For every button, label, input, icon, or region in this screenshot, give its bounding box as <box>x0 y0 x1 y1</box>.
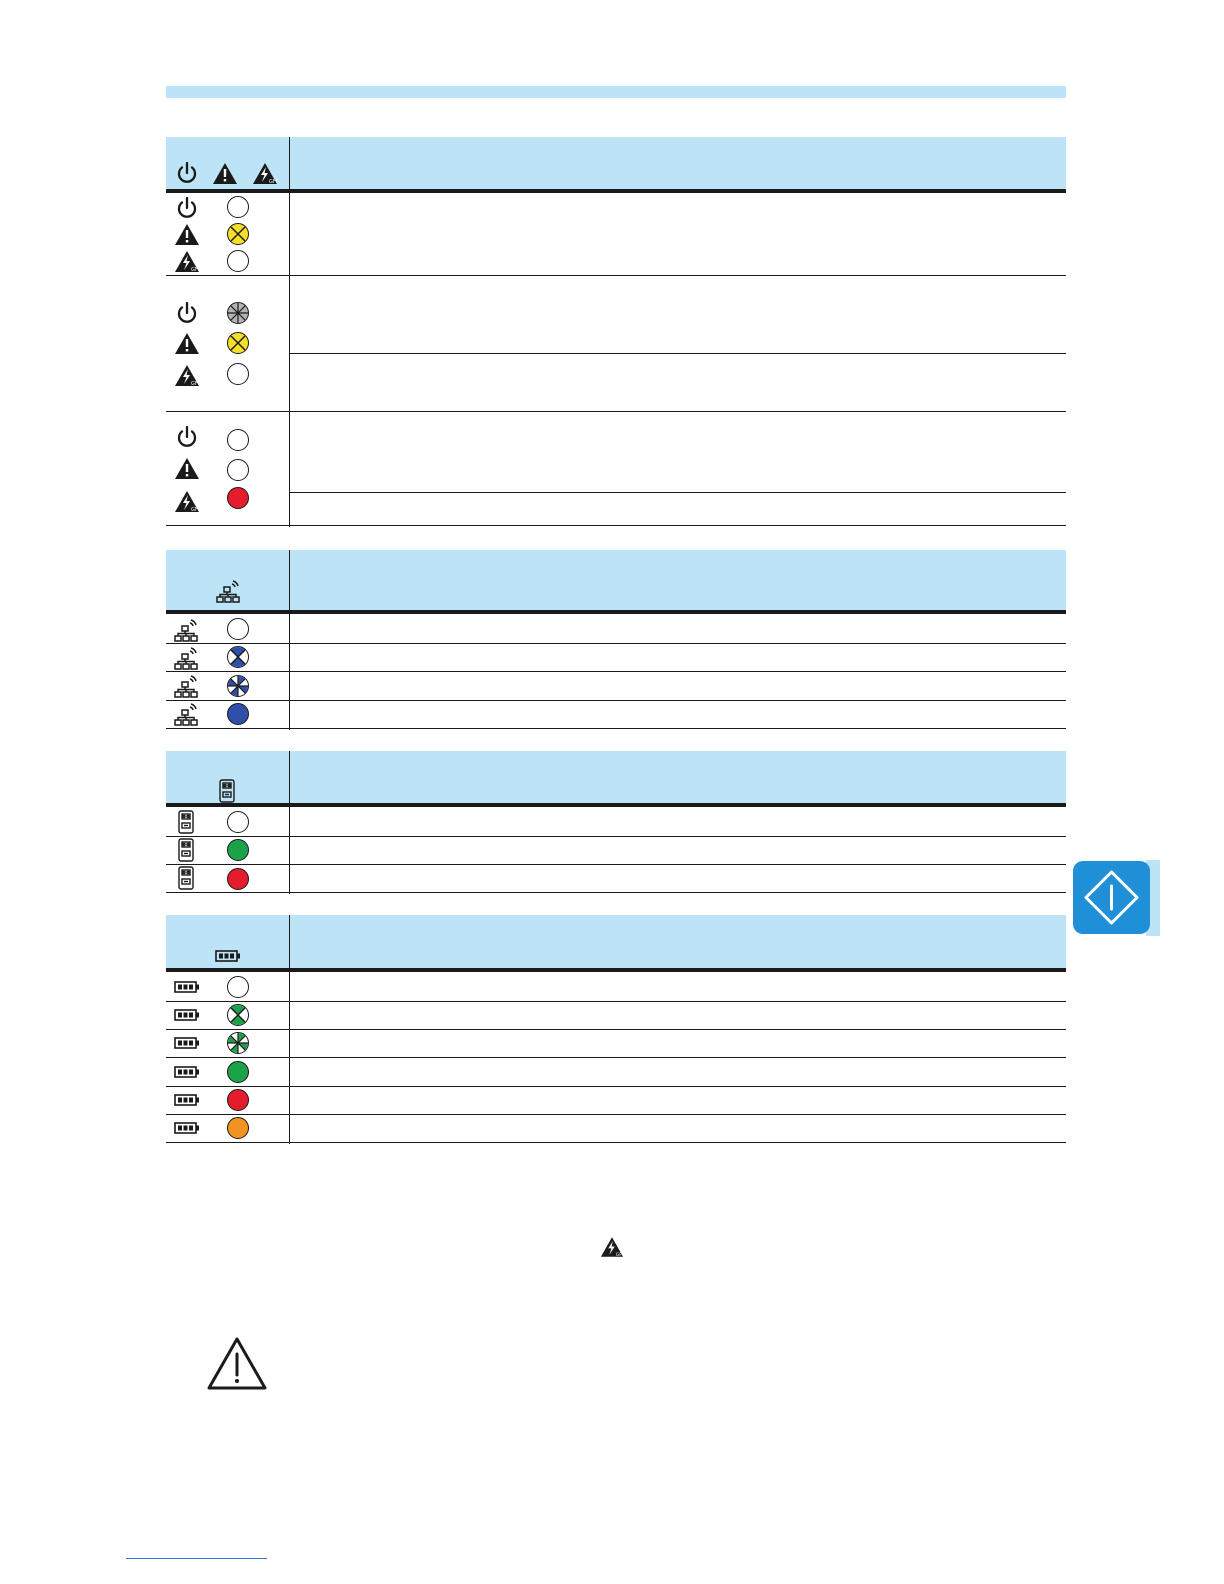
led-blue-on <box>227 703 249 725</box>
network-icon <box>173 701 199 727</box>
module-icon <box>178 810 194 834</box>
module-icon <box>178 838 194 862</box>
section-tab[interactable] <box>1073 861 1150 934</box>
led-off <box>227 618 249 640</box>
battery-icon <box>174 1066 200 1078</box>
network-icon <box>173 673 199 699</box>
header-color-bar <box>166 86 1066 98</box>
power-icon <box>175 425 199 449</box>
gfi-icon <box>600 1236 624 1258</box>
status-led-table <box>166 137 1066 527</box>
led-green-flash <box>227 1032 249 1054</box>
warning-icon <box>174 223 200 246</box>
svg-text:GFI: GFI <box>191 507 200 513</box>
led-blue-flash <box>227 675 249 697</box>
led-yellow-blink <box>227 332 249 354</box>
led-off <box>227 363 249 385</box>
led-orange-on <box>227 1117 249 1139</box>
caution-triangle-icon <box>206 1336 268 1392</box>
module-icon <box>219 779 235 803</box>
led-yellow-blink <box>227 223 249 245</box>
network-icon <box>173 617 199 643</box>
module-led-table-header <box>166 751 1066 807</box>
warning-icon <box>212 162 238 185</box>
warning-icon <box>174 457 200 480</box>
svg-text:GFI: GFI <box>269 179 278 185</box>
warning-icon <box>174 332 200 355</box>
network-icon <box>173 645 199 671</box>
gfi-icon <box>174 490 200 513</box>
led-off <box>227 250 249 272</box>
battery-icon <box>174 1122 200 1134</box>
led-green-on <box>227 839 249 861</box>
status-led-table-header <box>166 137 1066 193</box>
battery-led-table <box>166 915 1066 1144</box>
svg-text:GFI: GFI <box>615 1252 624 1258</box>
battery-icon <box>174 981 200 993</box>
info-diamond-icon <box>1083 869 1140 926</box>
battery-icon <box>174 1009 200 1021</box>
led-red-on <box>227 868 249 890</box>
network-led-table <box>166 550 1066 730</box>
led-off <box>227 429 249 451</box>
battery-icon <box>174 1094 200 1106</box>
led-red-on <box>227 487 249 509</box>
power-icon <box>175 161 199 185</box>
power-icon <box>175 301 199 325</box>
module-led-table <box>166 751 1066 894</box>
led-off <box>227 811 249 833</box>
battery-icon <box>215 950 241 962</box>
network-icon <box>215 578 241 604</box>
led-green-on <box>227 1061 249 1083</box>
led-off <box>227 976 249 998</box>
led-blue-blink <box>227 646 249 668</box>
gfi-icon <box>174 250 200 273</box>
battery-icon <box>174 1037 200 1049</box>
module-icon <box>178 866 194 890</box>
footer-link-underline[interactable] <box>126 1558 267 1559</box>
power-icon <box>175 196 199 220</box>
gfi-icon <box>252 162 278 185</box>
led-off <box>227 196 249 218</box>
gfi-icon <box>174 364 200 387</box>
led-red-on <box>227 1089 249 1111</box>
led-gray-flash <box>227 302 249 324</box>
svg-text:GFI: GFI <box>191 267 200 273</box>
battery-led-table-header <box>166 915 1066 972</box>
led-off <box>227 459 249 481</box>
network-led-table-header <box>166 550 1066 614</box>
svg-text:GFI: GFI <box>191 381 200 387</box>
led-green-blink <box>227 1004 249 1026</box>
